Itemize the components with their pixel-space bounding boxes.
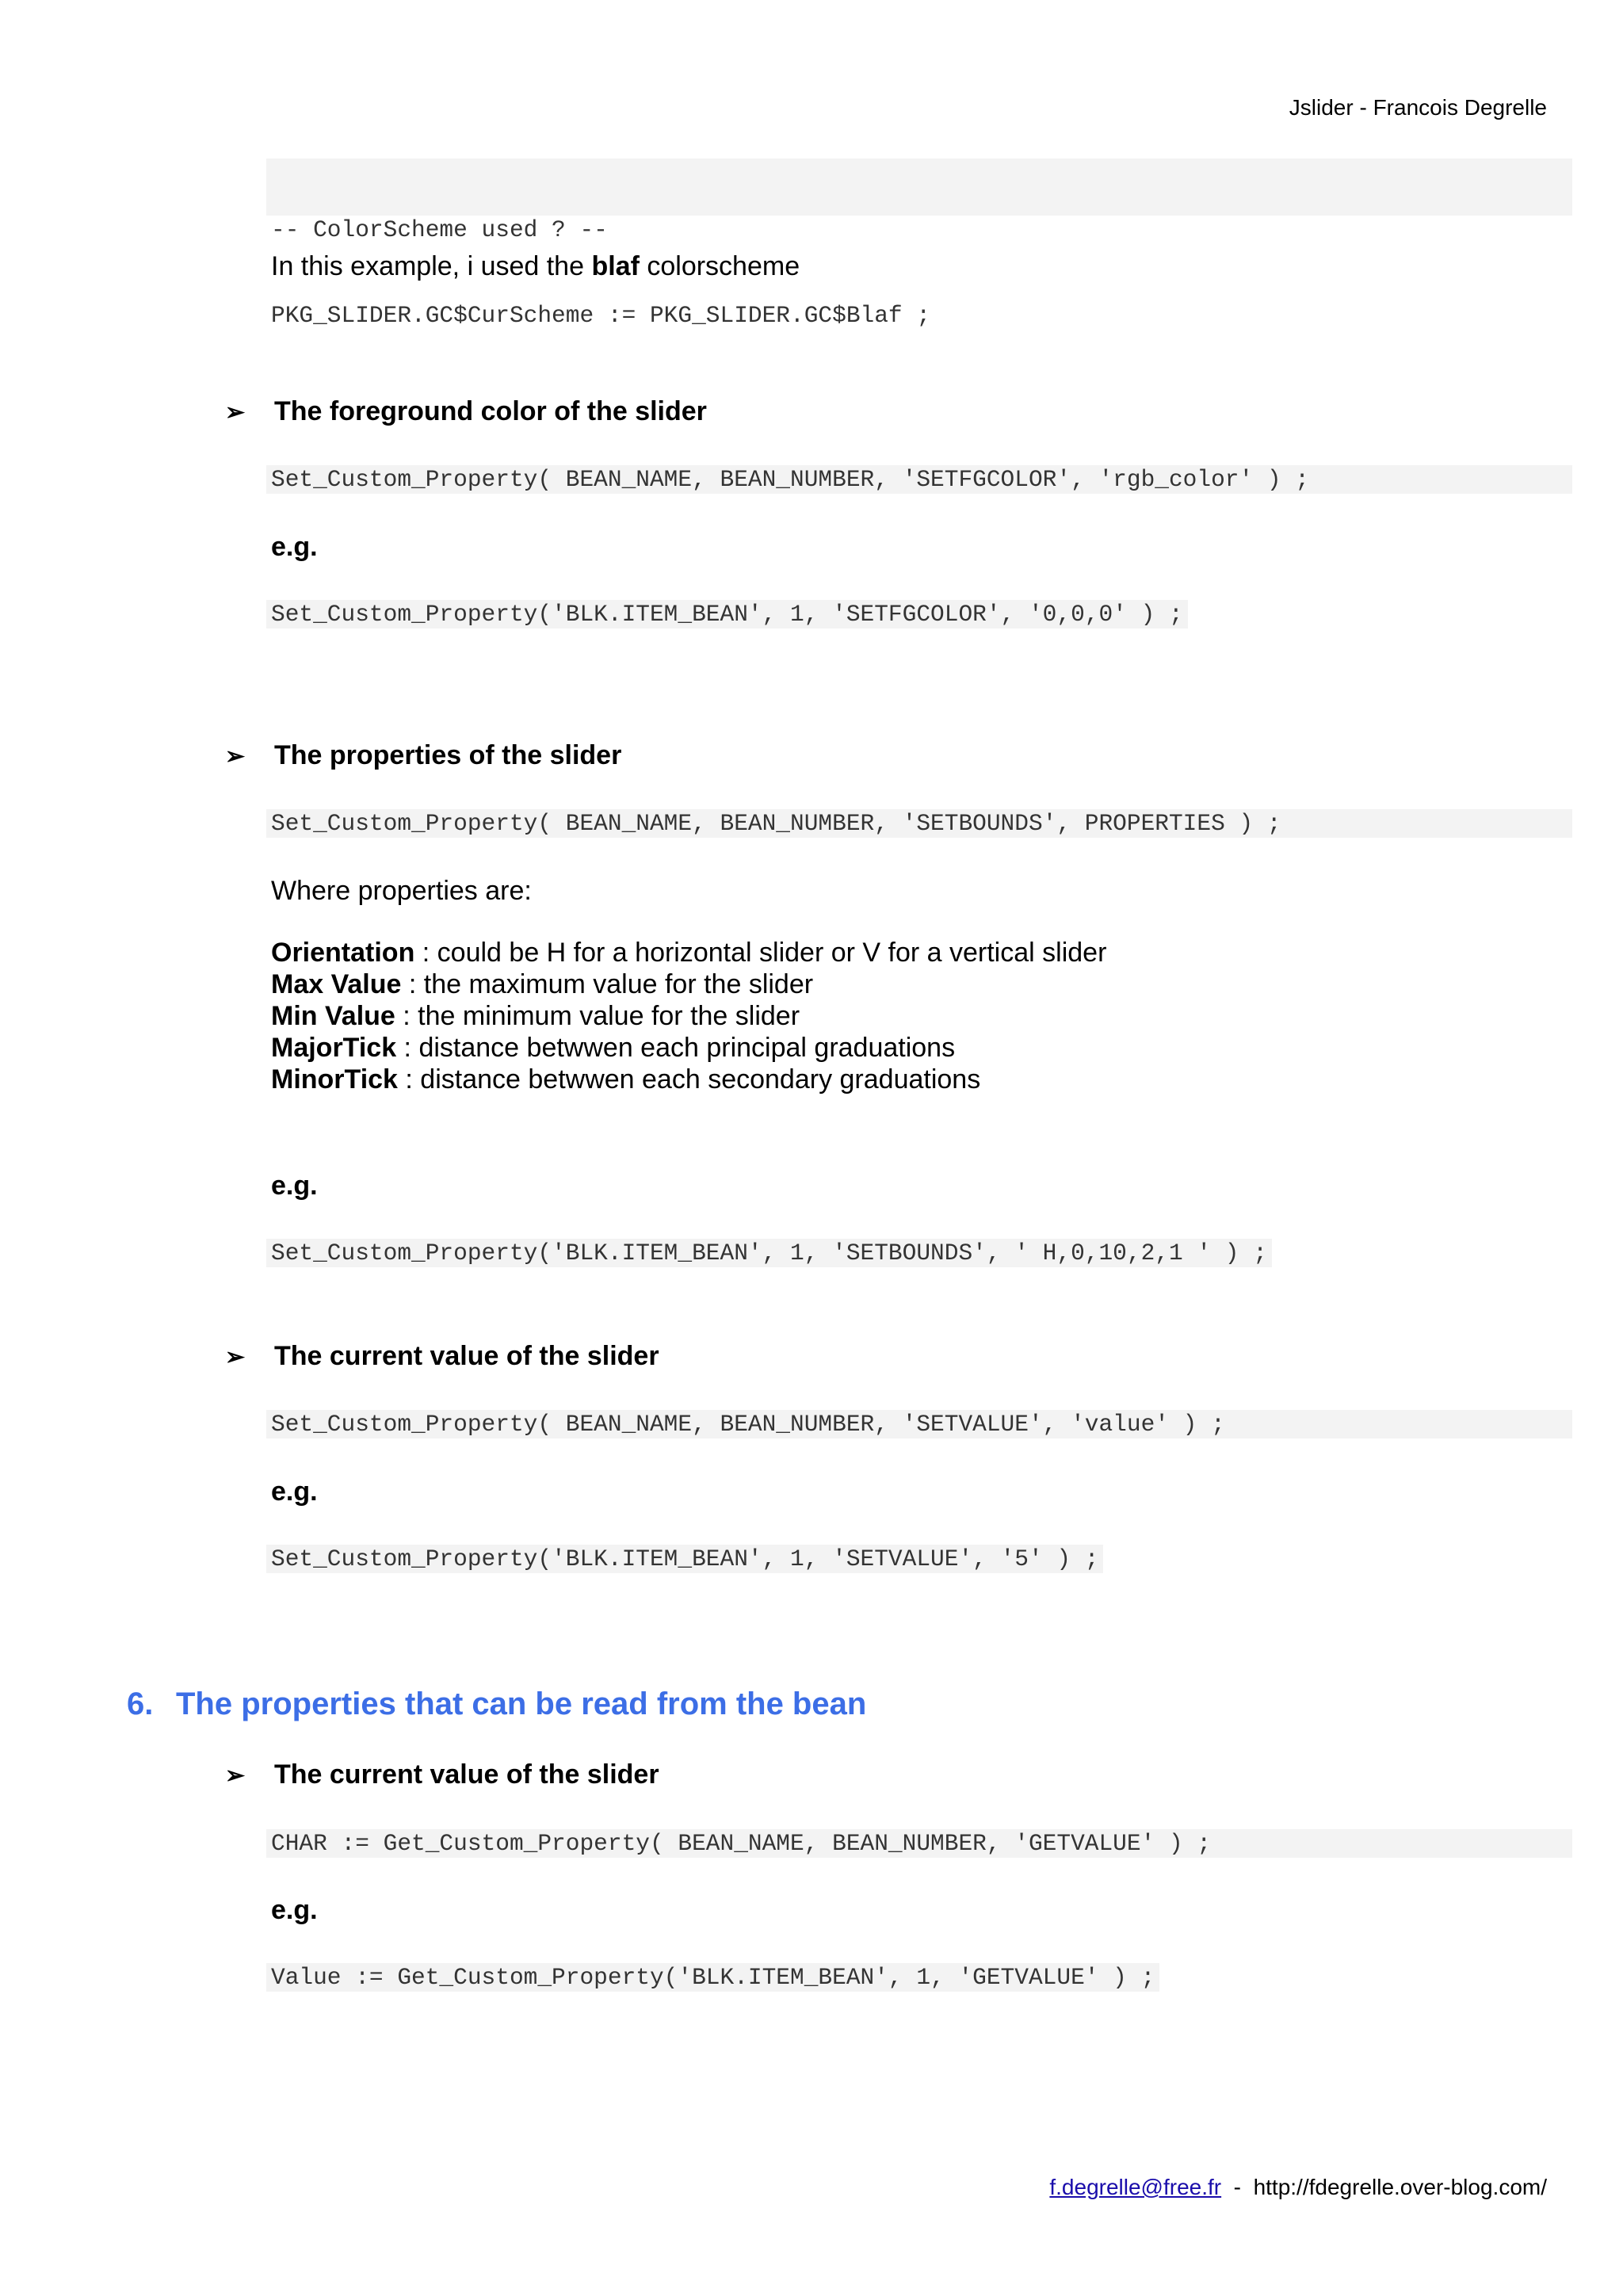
arrow-bullet-icon: ➢ <box>225 743 246 770</box>
page-footer <box>1049 2175 1547 2200</box>
setvalue-syntax-code: Set_Custom_Property( BEAN_NAME, BEAN_NUMBER, 'SETVALUE', 'value' ) ; <box>266 1410 1572 1438</box>
getvalue-syntax-code: CHAR := Get_Custom_Property( BEAN_NAME, BEAN_NUMBER, 'GETVALUE' ) ; <box>266 1829 1572 1858</box>
intro-paragraph: In this example, i used the blaf colorscheme <box>271 251 800 281</box>
page-header: Jslider - Francois Degrelle <box>1289 95 1547 120</box>
bullet-heading-properties <box>225 740 621 771</box>
arrow-bullet-icon: ➢ <box>225 399 246 426</box>
bullet-title: The current value of the slider <box>274 1341 659 1371</box>
eg-label: e.g. <box>271 532 318 562</box>
bullet-title: The foreground color of the slider <box>274 396 707 426</box>
eg-label: e.g. <box>271 1895 318 1925</box>
section-heading <box>127 1687 866 1722</box>
fgcolor-syntax-code: Set_Custom_Property( BEAN_NAME, BEAN_NUMBER, 'SETFGCOLOR', 'rgb_color' ) ; <box>266 465 1572 494</box>
section-number: 6. <box>127 1687 154 1721</box>
code-line: -- ColorScheme used ? -- <box>271 216 608 243</box>
property-item: MinorTick : distance betwwen each secondary graduations <box>271 1064 981 1095</box>
eg-label: e.g. <box>271 1171 318 1201</box>
bullet-title: The properties of the slider <box>274 740 622 770</box>
arrow-bullet-icon: ➢ <box>225 1763 246 1789</box>
arrow-bullet-icon: ➢ <box>225 1344 246 1370</box>
bullet-heading-fgcolor <box>225 396 707 427</box>
footer-separator: - <box>1221 2175 1254 2199</box>
blaf-keyword: blaf <box>591 251 640 281</box>
properties-list <box>271 937 1106 1095</box>
fgcolor-example-code: Set_Custom_Property('BLK.ITEM_BEAN', 1, 'SETFGCOLOR', '0,0,0' ) ; <box>266 600 1188 628</box>
where-properties-text: Where properties are: <box>271 876 532 906</box>
property-item: Orientation : could be H for a horizontal slider or V for a vertical slider <box>271 938 1107 968</box>
property-item: Min Value : the minimum value for the slider <box>271 1001 800 1031</box>
email-link[interactable]: f.degrelle@free.fr <box>1049 2175 1222 2199</box>
setvalue-example-code: Set_Custom_Property('BLK.ITEM_BEAN', 1, 'SETVALUE', '5' ) ; <box>266 1545 1103 1573</box>
code-line: PKG_SLIDER.GC$CurScheme := PKG_SLIDER.GC$Blaf ; <box>271 302 931 329</box>
bullet-heading-getvalue <box>225 1759 659 1790</box>
bounds-syntax-code: Set_Custom_Property( BEAN_NAME, BEAN_NUMBER, 'SETBOUNDS', PROPERTIES ) ; <box>266 809 1572 838</box>
eg-label: e.g. <box>271 1477 318 1507</box>
property-item: Max Value : the maximum value for the slider <box>271 969 814 999</box>
getvalue-example-code: Value := Get_Custom_Property('BLK.ITEM_BEAN', 1, 'GETVALUE' ) ; <box>266 1963 1159 1992</box>
section-title: The properties that can be read from the bean <box>176 1687 867 1721</box>
bullet-title: The current value of the slider <box>274 1759 659 1790</box>
blog-url: http://fdegrelle.over-blog.com/ <box>1253 2175 1547 2199</box>
bounds-example-code: Set_Custom_Property('BLK.ITEM_BEAN', 1, 'SETBOUNDS', ' H,0,10,2,1 ' ) ; <box>266 1239 1272 1267</box>
property-item: MajorTick : distance betwwen each principal graduations <box>271 1033 956 1063</box>
bullet-heading-setvalue <box>225 1341 659 1372</box>
